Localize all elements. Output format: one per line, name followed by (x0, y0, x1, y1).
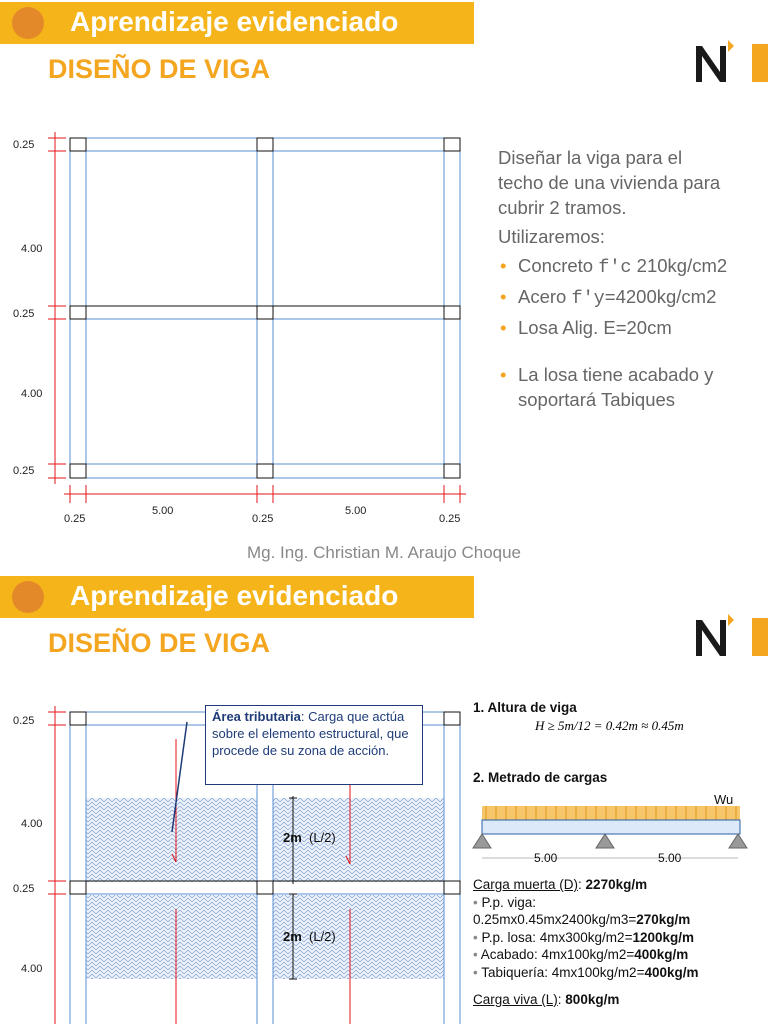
logo-accent-bar (752, 618, 768, 656)
list-item: • Losa Alig. E=20cm (498, 315, 728, 340)
span-label: 5.00 (658, 851, 682, 865)
university-logo-icon (690, 38, 738, 86)
dim-bottom-5: 0.25 (439, 513, 461, 525)
slide-2 (0, 574, 768, 1024)
list-item: • P.p. viga: (473, 894, 537, 910)
list-item: • Acabado: 4mx100kg/m2=400kg/m (473, 947, 689, 962)
half-span-bold: 2m (283, 929, 302, 944)
author-footer: Mg. Ing. Christian M. Araujo Choque (246, 543, 522, 562)
dead-load-value: 2270kg/m (585, 877, 648, 892)
header-title: Aprendizaje evidenciado (70, 580, 399, 611)
dim-bottom-4: 5.00 (345, 505, 367, 517)
loads-block: Carga muerta (D): 2270kg/m • P.p. viga: 0.25mx0.45mx2400kg/m3=270kg/m • P.p. losa: 4mx300kg/m2=1200kg/m • Acabado: 4mx100kg/m2=400kg/m • Tabiquería: 4mx100kg/m2=400kg/m Carga viva (L): 800kg/m (473, 876, 768, 1009)
dim-bottom-2: 5.00 (152, 505, 174, 517)
half-span-bold: 2m (283, 830, 302, 845)
dim-bottom-1: 0.25 (64, 513, 86, 525)
dim-left-1: 0.25 (13, 139, 35, 151)
section-1 (473, 700, 763, 715)
section-1-title: 1. Altura de viga (473, 700, 577, 715)
floor-plan (0, 0, 474, 530)
dim-left-3: 0.25 (13, 883, 35, 895)
slide-subtitle: DISEÑO DE VIGA (48, 628, 271, 658)
university-logo-icon (690, 612, 738, 660)
list-item: • Concreto f'c 210kg/cm2 (498, 253, 728, 280)
list-item: 0.25mx0.45mx2400kg/m3=270kg/m (473, 912, 691, 927)
dim-left-3: 0.25 (13, 308, 35, 320)
half-span-label: (L/2) (309, 929, 336, 944)
slide-subtitle: DISEÑO DE VIGA (48, 54, 271, 84)
list-item: • Acero f'y=4200kg/cm2 (498, 284, 728, 311)
beam-diagram (472, 792, 768, 880)
columns (70, 138, 460, 478)
materials-list (498, 253, 728, 412)
tributary-area-callout (205, 705, 423, 785)
live-load-label: Carga viva (L) (473, 992, 558, 1007)
callout-text: : Carga que actúa sobre el elemento estructural, que procede de su zona de acción. (212, 709, 409, 758)
dim-left-4: 4.00 (21, 963, 43, 975)
dim-left-2: 4.00 (21, 243, 43, 255)
callout-title: Área tributaria (212, 709, 301, 724)
uses-label: Utilizaremos: (498, 226, 605, 247)
span-label: 5.00 (534, 851, 558, 865)
dim-left-4: 4.00 (21, 388, 43, 400)
description-text: Diseñar la viga para el techo de una vivienda para cubrir 2 tramos. (498, 147, 721, 218)
section-2-title: 2. Metrado de cargas (473, 770, 608, 785)
load-label: Wu (714, 792, 734, 807)
list-item: • P.p. losa: 4mx300kg/m2=1200kg/m (473, 929, 694, 945)
problem-statement (498, 145, 728, 416)
dim-left-5: 0.25 (13, 465, 35, 477)
tributary-plan (0, 574, 474, 1024)
tributary-area (86, 798, 257, 882)
tributary-area (86, 895, 257, 979)
half-span-label: (L/2) (309, 830, 336, 845)
section-2 (473, 770, 763, 785)
dim-bottom-3: 0.25 (252, 513, 274, 525)
list-item: • La losa tiene acabado y soportará Tabiques (498, 362, 728, 412)
dim-left-1: 0.25 (13, 715, 35, 727)
dead-load-label: Carga muerta (D) (473, 877, 579, 892)
logo-accent-bar (752, 44, 768, 82)
height-formula: H ≥ 5m/12 = 0.42m ≈ 0.45m (535, 718, 684, 733)
header-title: Aprendizaje evidenciado (70, 6, 399, 37)
live-load-value: 800kg/m (565, 992, 620, 1007)
list-item: • Tabiquería: 4mx100kg/m2=400kg/m (473, 964, 699, 980)
dim-left-2: 4.00 (21, 818, 43, 830)
